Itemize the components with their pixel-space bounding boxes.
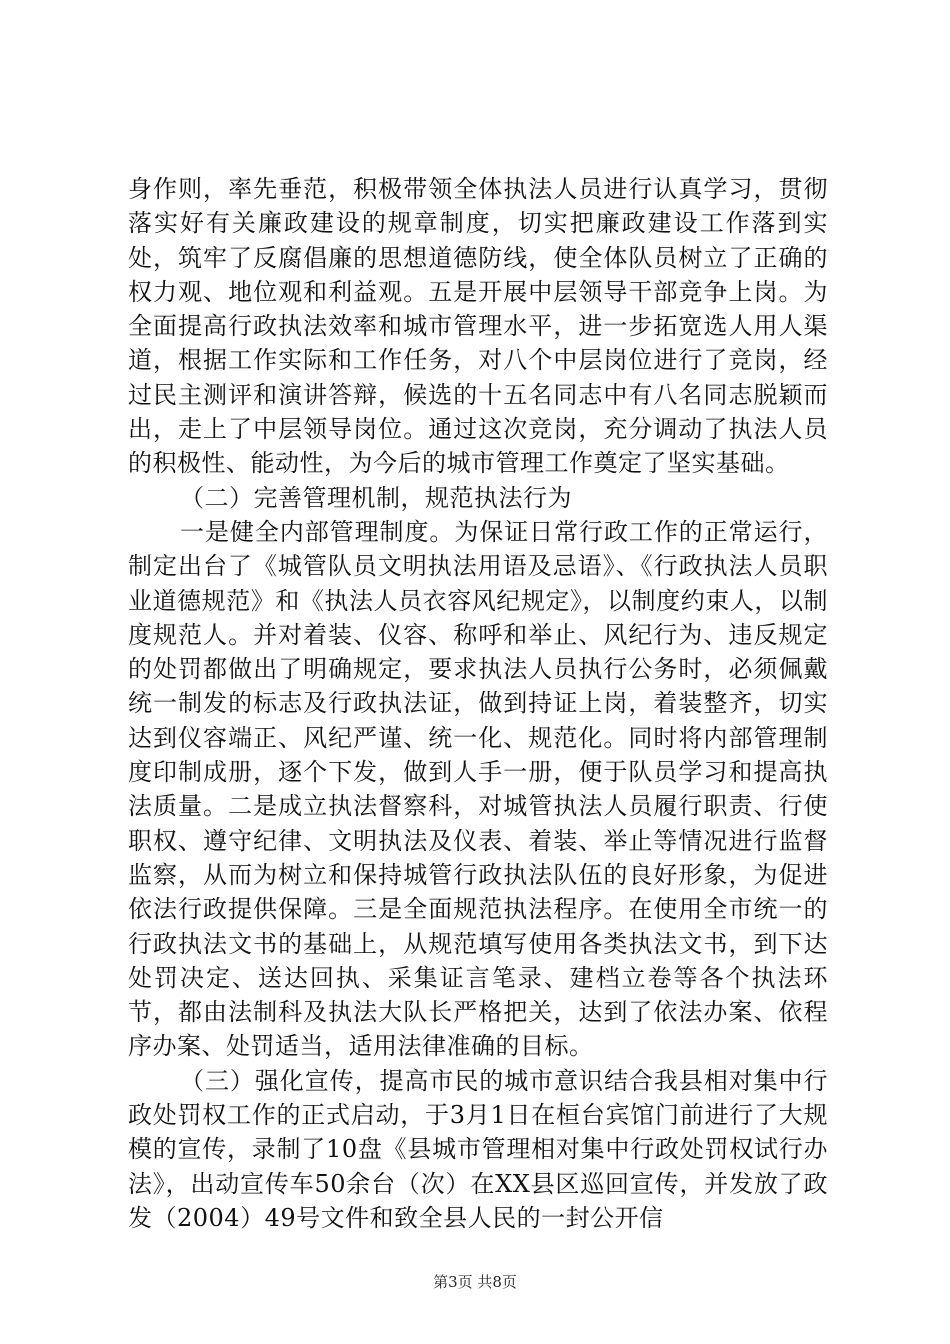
document-body (128, 172, 828, 1235)
section-heading-3-paragraph: （三）强化宣传，提高市民的城市意识结合我县相对集中行政处罚权工作的正式启动，于3月1日在桓台宾馆门前进行了大规模的宣传，录制了10盘《县城市管理相对集中行政处罚权试行办法》，出动宣传车50余台（次）在XX县区巡回宣传，并发放了政发（2004）49号文件和致全县人民的一封公开信 (128, 1066, 828, 1232)
page-number-footer: 第3页 共8页 (433, 1273, 517, 1291)
paragraph-continuation: 身作则，率先垂范，积极带领全体执法人员进行认真学习，贯彻落实好有关廉政建设的规章制度，切实把廉政建设工作落到实处，筑牢了反腐倡廉的思想道德防线，使全体队员树立了正确的权力观、地位观和利益观。五是开展中层领导干部竞争上岗。为全面提高行政执法效率和城市管理水平，进一步拓宽选人用人渠道，根据工作实际和工作任务，对八个中层岗位进行了竞岗，经过民主测评和演讲答辩，候选的十五名同志中有八名同志脱颖而出，走上了中层领导岗位。通过这次竞岗，充分调动了执法人员的积极性、能动性，为今后的城市管理工作奠定了坚实基础。 (128, 175, 828, 478)
paragraph-management-rules: 一是健全内部管理制度。为保证日常行政工作的正常运行，制定出台了《城管队员文明执法用语及忌语》、《行政执法人员职业道德规范》和《执法人员衣容风纪规定》，以制度约束人，以制度规范人。并对着装、仪容、称呼和举止、风纪行为、违反规定的处罚都做出了明确规定，要求执法人员执行公务时，必须佩戴统一制发的标志及行政执法证，做到持证上岗，着装整齐，切实达到仪容端正、风纪严谨、统一化、规范化。同时将内部管理制度印制成册，逐个下发，做到人手一册，便于队员学习和提高执法质量。二是成立执法督察科，对城管执法人员履行职责、行使职权、遵守纪律、文明执法及仪表、着装、举止等情况进行监督监察，从而为树立和保持城管行政执法队伍的良好形象，为促进依法行政提供保障。三是全面规范执法程序。在使用全市统一的行政执法文书的基础上，从规范填写使用各类执法文书，到下达处罚决定、送达回执、采集证言笔录、建档立卷等各个执法环节，都由法制科及执法大队长严格把关，达到了依法办案、依程序办案、处罚适当，适用法律准确的目标。 (128, 517, 828, 1061)
section-heading-2: （二）完善管理机制，规范执法行为 (180, 483, 572, 512)
